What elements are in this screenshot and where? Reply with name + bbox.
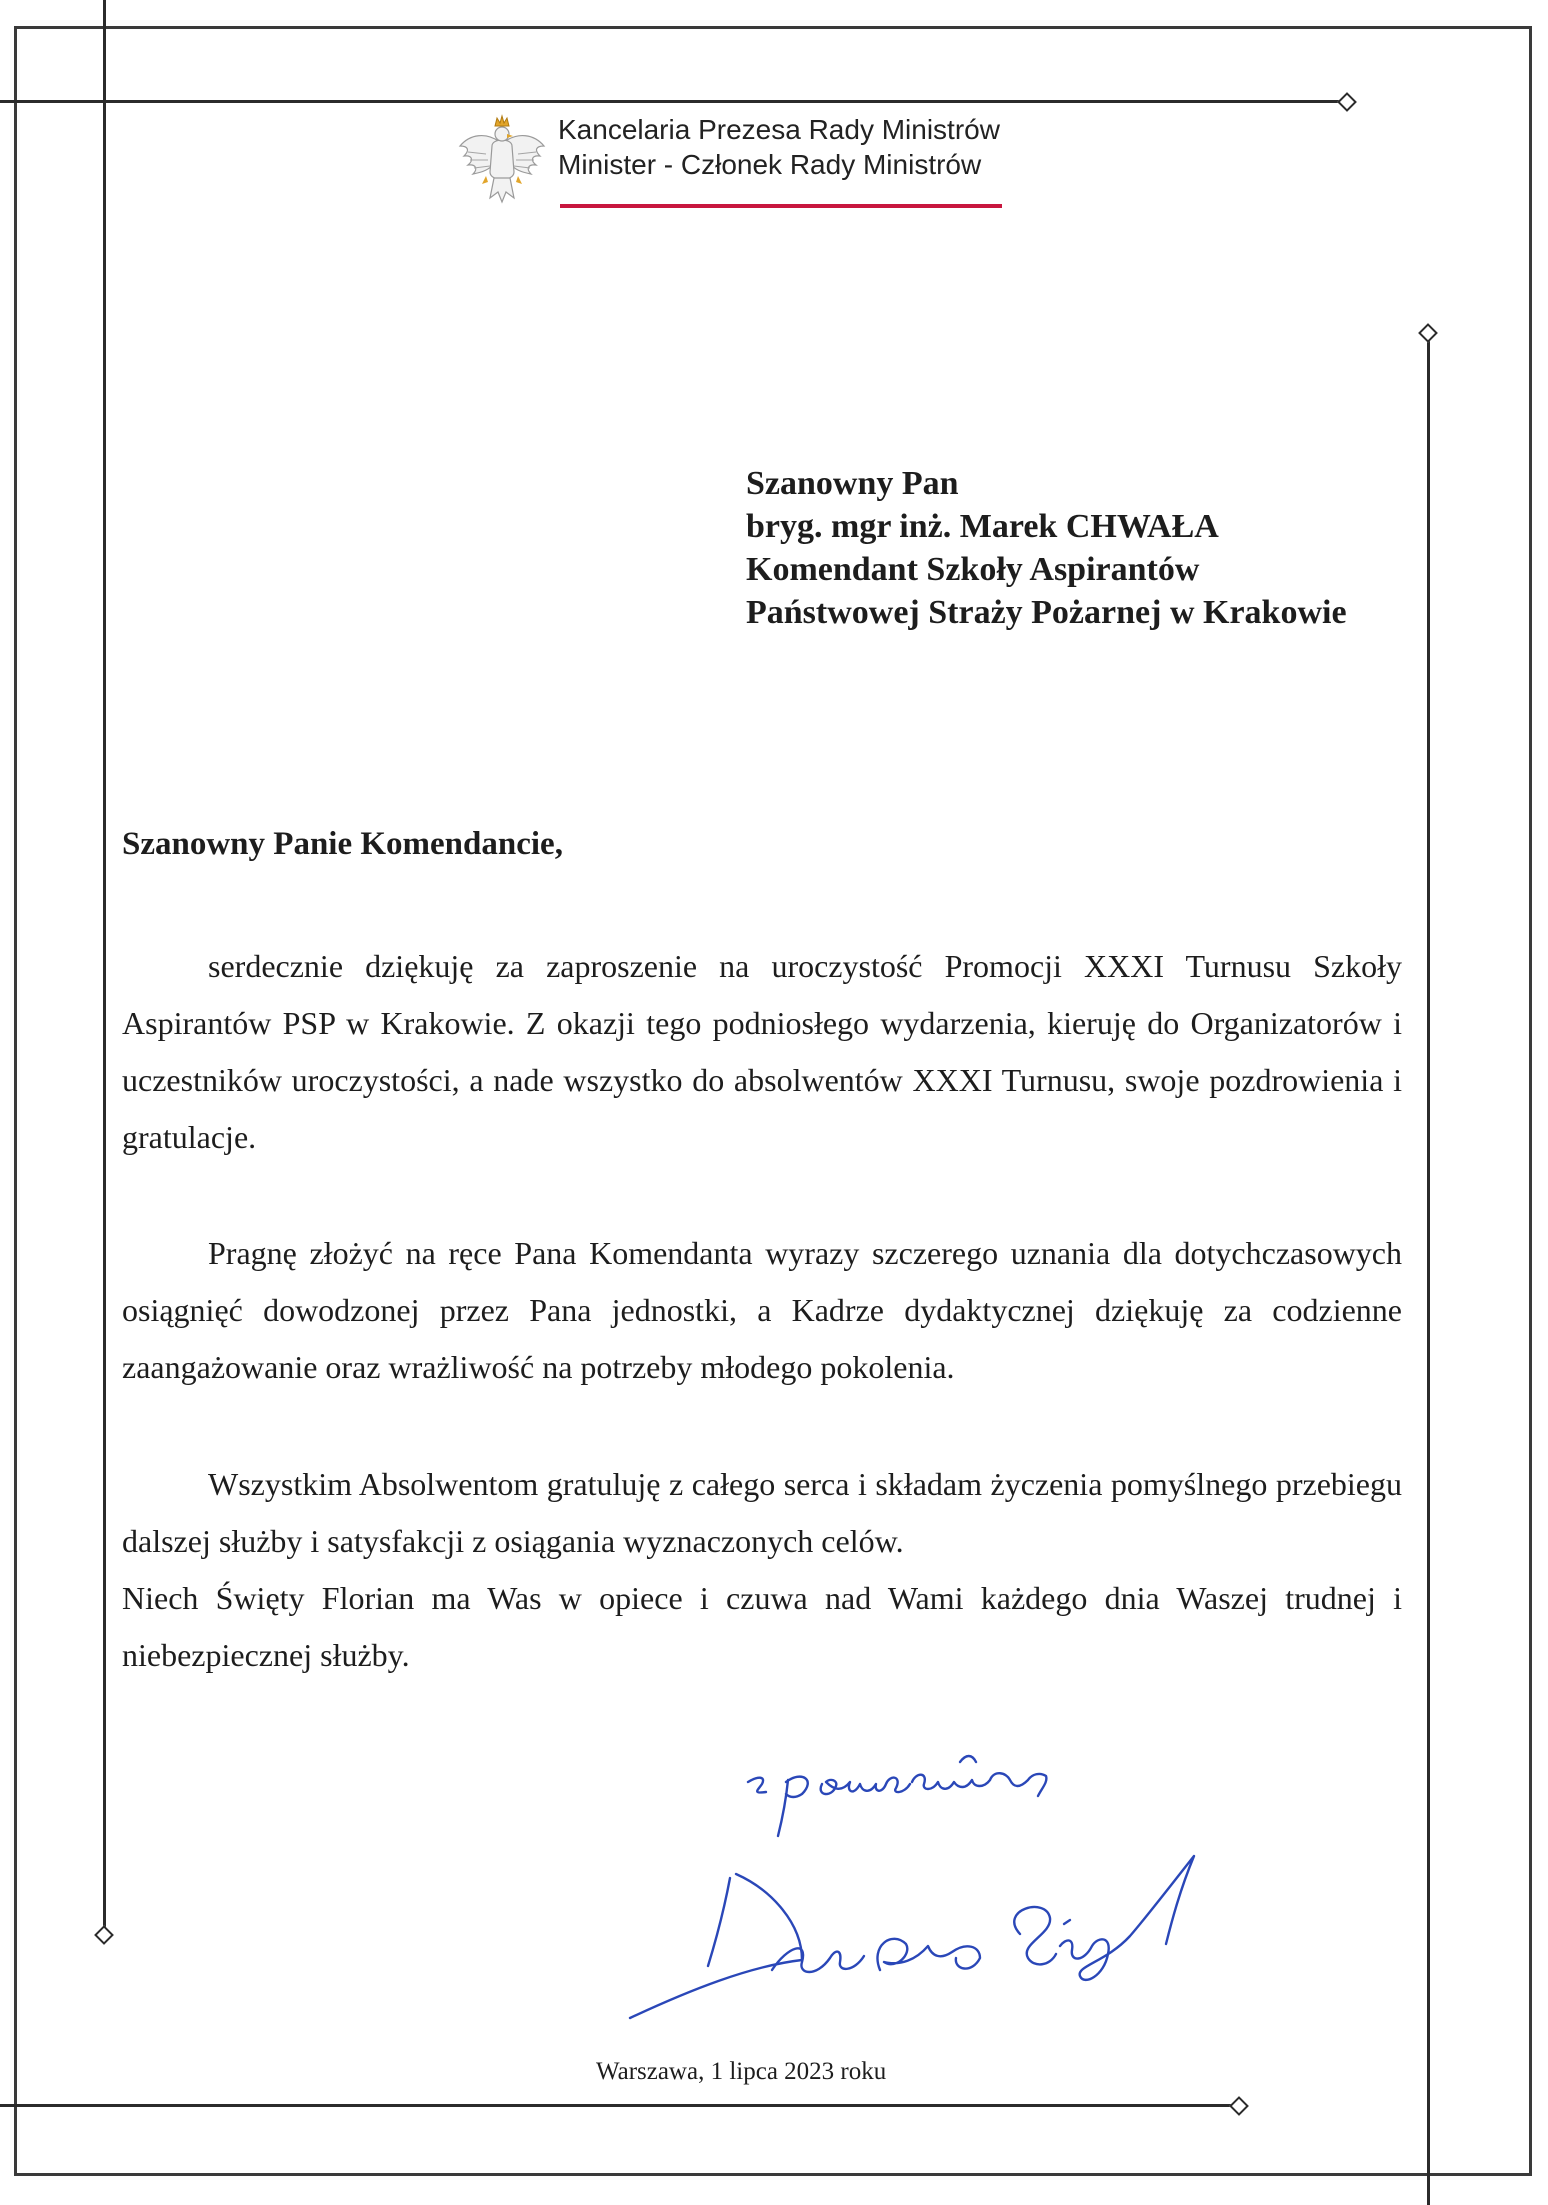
letterhead — [456, 112, 1000, 212]
letterhead-line-1: Kancelaria Prezesa Rady Ministrów — [558, 114, 1000, 145]
frame-line-bottom — [0, 2104, 1236, 2107]
body-paragraph-1: serdecznie dziękuję za zaproszenie na uroczystość Promocji XXXI Turnusu Szkoły Aspirantów PSP w Krakowie. Z okazji tego podniosłego wydarzenia, kieruję do Organizatorów i uczestników uroczystości, a nade wszystko do absolwentów XXXI Turnusu, swoje pozdrowienia i gratulacje. — [122, 948, 1402, 1155]
handwritten-signature — [540, 1740, 1420, 2040]
date-line: Warszawa, 1 lipca 2023 roku — [596, 2058, 887, 2085]
letterhead-text — [558, 112, 1000, 182]
recipient-line: Komendant Szkoły Aspirantów — [746, 551, 1200, 588]
body-paragraph-4: Niech Święty Florian ma Was w opiece i czuwa nad Wami każdego dnia Waszej trudnej i niebezpiecznej służby. — [122, 1580, 1402, 1673]
letterhead-rule — [560, 204, 1002, 208]
body-paragraph-2: Pragnę złożyć na ręce Pana Komendanta wyrazy szczerego uznania dla dotychczasowych osiągnięć dowodzonej przez Pana jednostki, a Kadrze dydaktycznej dziękuję za codzienne zaangażowanie oraz wrażliwość na potrzeby młodego pokolenia. — [122, 1235, 1402, 1385]
letterhead-line-2: Minister - Członek Rady Ministrów — [558, 149, 982, 180]
recipient-line: bryg. mgr inż. Marek CHWAŁA — [746, 508, 1219, 545]
recipient-line: Państwowej Straży Pożarnej w Krakowie — [746, 594, 1347, 631]
frame-line-left — [103, 0, 106, 1934]
frame-line-top — [0, 100, 1346, 103]
polish-eagle-emblem-icon — [456, 112, 548, 212]
body-paragraph-3: Wszystkim Absolwentom gratuluję z całego serca i składam życzenia pomyślnego przebiegu dalszej służby i satysfakcji z osiągania wyznaczonych celów. — [122, 1466, 1402, 1559]
salutation: Szanowny Panie Komendancie, — [122, 826, 563, 862]
frame-line-right — [1427, 334, 1430, 2205]
recipient-line: Szanowny Pan — [746, 465, 959, 502]
recipient-address — [746, 462, 1347, 634]
